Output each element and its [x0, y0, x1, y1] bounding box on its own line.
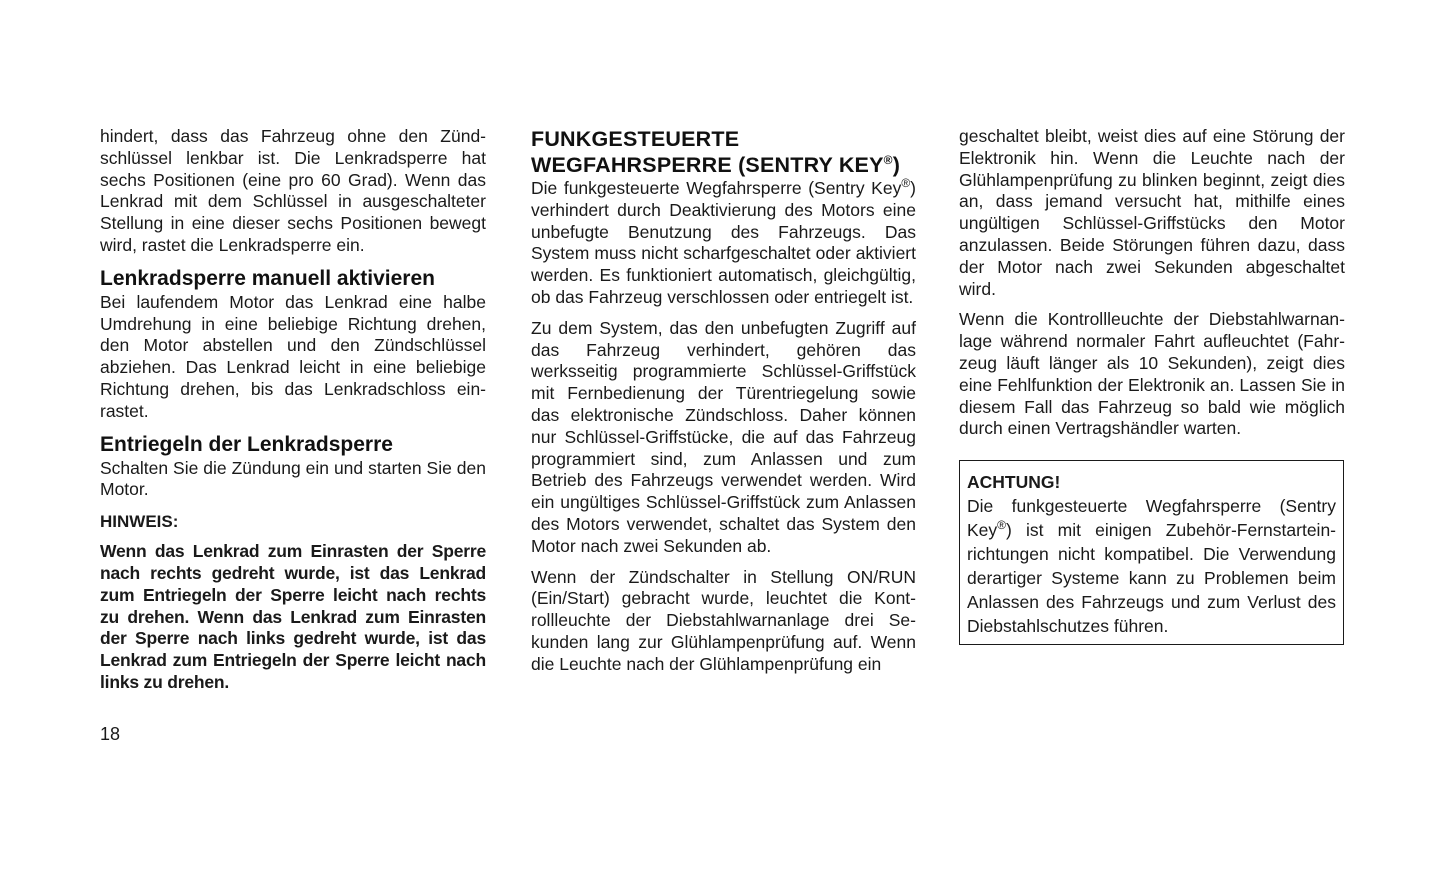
intro-paragraph: hindert, dass das Fahrzeug ohne den Zündschlüssel lenkbar ist. Die Lenkradsperre hat sechs Positionen (eine pro 60 Grad). Wenn das Lenkrad mit dem Schlüssel in ausgeschalteter Stellung in eine dieser sechs Positionen bewegt wird, rastet die Lenkradsperre ein. — [100, 126, 486, 255]
column-left — [100, 126, 486, 694]
heading-sentry-key — [531, 126, 916, 178]
note-title: HINWEIS: — [100, 512, 179, 532]
sentry-p1-text-a: Die funkgesteuerte Wegfahrsperre (Sentry Key — [531, 178, 902, 198]
warning-body — [967, 494, 1336, 638]
sentry-paragraph-2: Zu dem System, das den unbefugten Zugriff auf das Fahrzeug verhindert, gehören das werksseitig programmierte Schlüssel-Griffstück mit Fernbedienung der Türentriegelung sowie das elektronische Zündschloss. Daher können nur Schlüssel-Griffstücke, die auf das Fahrzeug programmiert sind, zum Anlassen und zum Betrieb des Fahrzeugs verwendet werden. Wird ein ungültiges Schlüssel-Griffstück zum Anlassen des Motors verwendet, schaltet das System den Motor nach zwei Sekunden ab. — [531, 317, 916, 556]
sentry-paragraph-1 — [531, 178, 916, 309]
section-body-activate-lock: Bei laufendem Motor das Lenkrad eine halbe Umdrehung in eine beliebige Richtung drehen, den Motor abstellen und den Zündschlüssel abziehen. Das Lenkrad leicht in eine beliebige Richtung drehen, bis das Lenkradschloss einrastet. — [100, 291, 486, 421]
note-body: Wenn das Lenkrad zum Einrasten der Sperre nach rechts gedreht wurde, ist das Lenkrad zum Entriegeln der Sperre leicht nach rechts zu drehen. Wenn das Lenkrad zum Einrasten der Sperre nach links gedreht wurde, ist das Lenkrad zum Entriegeln der Sperre leicht nach links zu drehen. — [100, 541, 486, 692]
warning-text-b: ) ist mit einigen Zubehör-Fernstarteinrichtungen nicht kompatibel. Die Verwendung derartiger Systeme kann zu Problemen beim Anlassen des Fahrzeugs und zum Verlust des Diebstahlschutzes führen. — [967, 520, 1336, 636]
section-title-unlock: Entriegeln der Lenkradsperre — [100, 432, 393, 456]
column-middle — [531, 126, 916, 685]
registered-mark: ® — [901, 176, 911, 191]
warning-title: ACHTUNG! — [967, 472, 1061, 492]
heading-close: ) — [892, 153, 901, 177]
malfunction-paragraph-1: geschaltet bleibt, weist dies auf eine Störung der Elektronik hin. Wenn die Leuchte nach der Glühlampenprüfung zu blinken beginnt, zeigt dies an, dass jemand versucht hat, mithilfe eines ungültigen Schlüssel-Griffstücks den Motor anzulassen. Beide Störungen führen dazu, dass der Motor nach zwei Sekunden abgeschaltet wird. — [959, 126, 1345, 299]
warning-text-a: Die funkgesteuerte Wegfahrsperre (Sentry Key — [967, 496, 1336, 540]
registered-mark: ® — [883, 152, 893, 167]
section-body-unlock: Schalten Sie die Zündung ein und starten Sie den Motor. — [100, 457, 486, 500]
heading-line-2: WEGFAHRSPERRE (SENTRY KEY — [531, 153, 884, 177]
section-title-activate-lock: Lenkradsperre manuell aktivieren — [100, 266, 435, 290]
column-right — [959, 126, 1345, 449]
page-number: 18 — [100, 724, 121, 744]
registered-mark: ® — [997, 518, 1006, 533]
sentry-paragraph-3: Wenn der Zündschalter in Stellung ON/RUN (Ein/Start) gebracht wurde, leuchtet die Kontrollleuchte der Diebstahlwarnanlage drei Sekunden lang zur Glühlampenprüfung auf. Wenn die Leuchte nach der Glühlampenprüfung ein — [531, 566, 916, 674]
heading-line-1: FUNKGESTEUERTE — [531, 127, 740, 151]
sentry-p1-text-b: ) verhindert durch Deaktivierung des Motors eine unbefugte Benutzung des Fahrzeugs. Das System muss nicht scharfgeschaltet oder aktiviert werden. Es funktioniert automatisch, gleichgültig, ob das Fahrzeug verschlossen oder entriegelt ist. — [531, 178, 916, 307]
malfunction-paragraph-2: Wenn die Kontrollleuchte der Diebstahlwarnanlage während normaler Fahrt aufleuchtet (Fahrzeug läuft länger als 10 Sekunden), zeigt dies eine Fehlfunktion der Elektronik an. Lassen Sie in diesem Fall das Fahrzeug so bald wie möglich durch einen Vertragshändler warten. — [959, 309, 1345, 439]
warning-box — [959, 460, 1344, 645]
